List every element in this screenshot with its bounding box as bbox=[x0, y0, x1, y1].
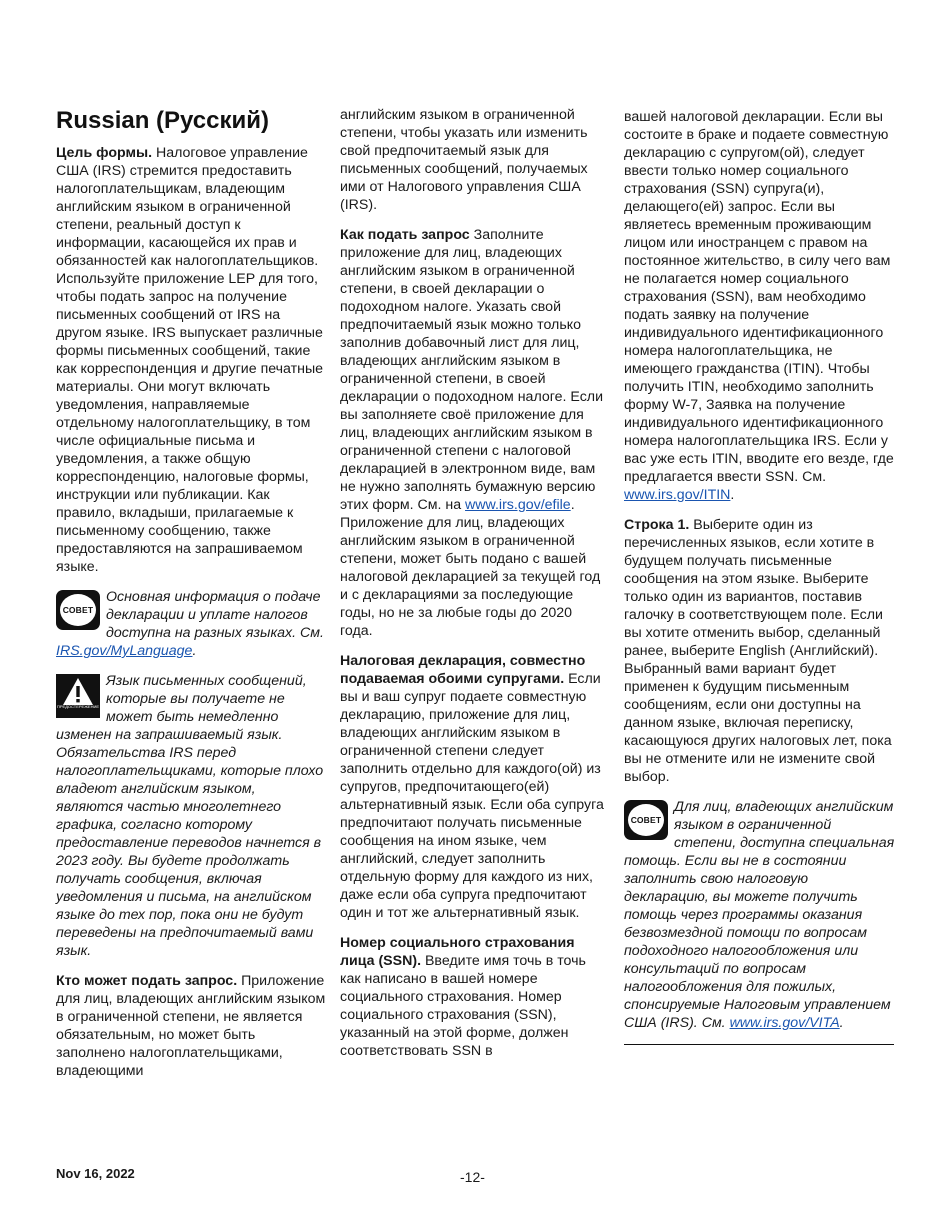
tip-1-text: Основная информация о подаче декларации и уплате налогов доступна на разных языках. См. bbox=[106, 589, 324, 641]
page-title: Russian (Русский) bbox=[56, 107, 269, 134]
efile-link[interactable]: www.irs.gov/efile bbox=[465, 497, 571, 513]
how-paragraph bbox=[340, 226, 604, 640]
tip-2-text: Для лиц, владеющих английским языком в ограниченной степени, доступна специальная помощь. Если вы не в состоянии заполнить свою налоговую декларацию, вы можете получить помощь через программы оказания безвозмездной помощи по вопросам подоходного налогообложения или консультаций по вопросам налогообложения для пожилых, спонсируемые Налоговым управлением США (IRS). См. bbox=[624, 799, 895, 1031]
mylanguage-link[interactable]: IRS.gov/MyLanguage bbox=[56, 643, 193, 659]
ssn-heading: Номер социального страхования лица (SSN). bbox=[340, 935, 575, 969]
ssn-text: Введите имя точь в точь как написано в вашей номере социального страхования. Номер социального страхования (SSN), указанный на этой форме, должен соответствовать SSN в bbox=[340, 953, 586, 1059]
divider-rule bbox=[624, 1044, 894, 1045]
joint-heading: Налоговая декларация, совместно подаваемая обоими супругами. bbox=[340, 653, 586, 687]
tip-note-2: СОВЕТ Для лиц, владеющих английским языком в ограниченной степени, доступна специальная помощь. Если вы не в состоянии заполнить свою налоговую декларацию, вы можете получить помощь через программы оказания безвозмездной помощи по вопросам подоходного налогообложения или консультаций по вопросам налогообложения для пожилых, спонсируемые Налоговым управлением США (IRS). См. www.irs.gov/VITA. bbox=[624, 799, 895, 1031]
itin-link[interactable]: www.irs.gov/ITIN bbox=[624, 487, 731, 503]
who-heading: Кто может подать запрос. bbox=[56, 973, 238, 989]
column-3 bbox=[624, 108, 896, 1045]
who-text: Приложение для лиц, владеющих английским языком в ограниченной степени, не является обязательным, но может быть заполнено налогоплательщиками, владеющими bbox=[56, 973, 326, 1079]
continuation-paragraph: английским языком в ограниченной степени, чтобы указать или изменить свой предпочитаемый язык для письменных сообщений, получаемых ими от Налогового управления США (IRS). bbox=[340, 107, 588, 213]
ssn-continuation-text: вашей налоговой декларации. Если вы состоите в браке и подаете совместную декларацию с супругом(ой), следует ввести только номер социального страхования (SSN) супруга(и), делающего(ей) запрос. Если вы являетесь временным проживающим лицом или иностранцем с правом на постоянное жительство, в силу чего вам не полагается номер социального страхования (SSN), вам необходимо подать заявку на получение индивидуального идентификационного номера налогоплательщика, не имеющего гражданства (ITIN). Чтобы получить ITIN, необходимо заполнить форму W-7, Заявка на получение индивидуального идентификационного номера налогоплательщика IRS. Если у вас уже есть ITIN, вводите его везде, где предлагается ввести SSN. См. bbox=[624, 109, 894, 485]
how-heading: Как подать запрос bbox=[340, 227, 470, 243]
caution-icon bbox=[56, 674, 100, 718]
column-2 bbox=[340, 106, 604, 1072]
column-1 bbox=[56, 106, 326, 1092]
purpose-text: Налоговое управление США (IRS) стремится предоставить налогоплательщикам, владеющим английским языком в ограниченной степени, реальный доступ к информации, касающейся их прав и обязанностей как налогоплательщиков. Используйте приложение LEP для того, чтобы подать запрос на получение письменных сообщений от IRS на другом языке. IRS выпускает различные формы письменных сообщений, такие как корреспонденция и другие печатные материалы. Они могут включать уведомления, направляемые отдельному налогоплательщику, в том числе официальные письма и уведомления, а также общую корреспонденцию, налоговые формы, инструкции или публикации. Как правило, вкладыши, прилагаемые к письменному сообщению, также предоставляются на запрашиваемом языке. bbox=[56, 145, 324, 575]
line1-paragraph bbox=[624, 516, 896, 786]
how-text-2: . Приложение для лиц, владеющих английским языком в ограниченной степени, может быть подано с вашей налоговой декларацией за текущей год и с декларациями за последующие годы, но не за любые годы до 2020 года. bbox=[340, 497, 601, 639]
joint-text: Если вы и ваш супруг подаете совместную декларацию, приложение для лиц, владеющих английским языком в ограниченной степени следует заполнить отдельно для каждого(ой) из супругов, предпочитающего(ей) альтернативный язык. Если оба супруга предпочитают получать письменные сообщения на ином языке, чем английский, следует заполнить отдельную форму для каждого из них, даже если оба супруга предпочитают один и тот же альтернативный язык. bbox=[340, 671, 604, 921]
line1-heading: Строка 1. bbox=[624, 517, 690, 533]
ssn-continuation-paragraph: вашей налоговой декларации. Если вы состоите в браке и подаете совместную декларацию с супругом(ой), следует ввести только номер социального страхования (SSN) супруга(и), делающего(ей) запрос. Если вы являетесь временным проживающим лицом или иностранцем с правом на постоянное жительство, в силу чего вам не полагается номер социального страхования (SSN), вам необходимо подать заявку на получение индивидуального идентификационного номера налогоплательщика, не имеющего гражданства (ITIN). Чтобы получить ITIN, необходимо заполнить форму W-7, Заявка на получение индивидуального идентификационного номера налогоплательщика IRS. Если у вас уже есть ITIN, вводите его везде, где предлагается ввести SSN. См. www.irs.gov/ITIN. bbox=[624, 109, 894, 503]
caution-label: ПРЕДОСТЕРЕЖЕНИЕ bbox=[56, 704, 100, 709]
purpose-heading: Цель формы. bbox=[56, 145, 153, 161]
caution-note bbox=[56, 672, 326, 960]
line1-text: Выберите один из перечисленных языков, если хотите в будущем получать письменные сообщения на этом языке. Выберите только один из вариантов, поставив галочку в соответствующем поле. Если вы хотите отменить выбор, сделанный ранее, выберите English (Английский). Выбранный вами вариант будет применен к будущим письменным сообщениям, если они доступны на данном языке, включая переписку, касающуюся других налоговых лет, пока вы не отмените или не измените свой выбор. bbox=[624, 517, 892, 785]
ssn-paragraph bbox=[340, 934, 604, 1060]
joint-paragraph bbox=[340, 652, 604, 922]
revision-date: Nov 16, 2022 bbox=[56, 1166, 135, 1181]
purpose-paragraph bbox=[56, 144, 326, 576]
tip-note-1: СОВЕТ Основная информация о подаче декларации и уплате налогов доступна на разных языках. См. IRS.gov/MyLanguage. bbox=[56, 589, 324, 659]
page-number: -12- bbox=[460, 1169, 485, 1185]
tip-icon: СОВЕТ bbox=[56, 590, 100, 630]
who-paragraph bbox=[56, 972, 326, 1080]
tip-icon: СОВЕТ bbox=[624, 800, 668, 840]
vita-link[interactable]: www.irs.gov/VITA bbox=[729, 1015, 840, 1031]
how-text: Заполните приложение для лиц, владеющих английским языком в ограниченной степени, в своей декларации о подоходном налоге. Указать свой предпочитаемый язык можно только заполнив добавочный лист для лиц, владеющих английским языком в ограниченной степени, в своей декларации о подоходном налоге. Если вы заполняете своё приложение для лиц, владеющих английским языком в ограниченной степени с налоговой декларацией в электронном виде, вам не нужно заполнять бумажную версию этих форм. См. на bbox=[340, 227, 604, 513]
caution-text: Язык письменных сообщений, которые вы получаете не может быть немедленно изменен на запрашиваемый язык. Обязательства IRS перед налогоплательщиками, которые плохо владеют английским языком, являются частью многолетнего графика, согласно которому предоставление переводов начнется в 2023 году. Вы будете продолжать получать сообщения, включая уведомления и письма, на английском языке до тех пор, пока они не будут переведены на предпочитаемый вами язык. bbox=[56, 673, 324, 959]
